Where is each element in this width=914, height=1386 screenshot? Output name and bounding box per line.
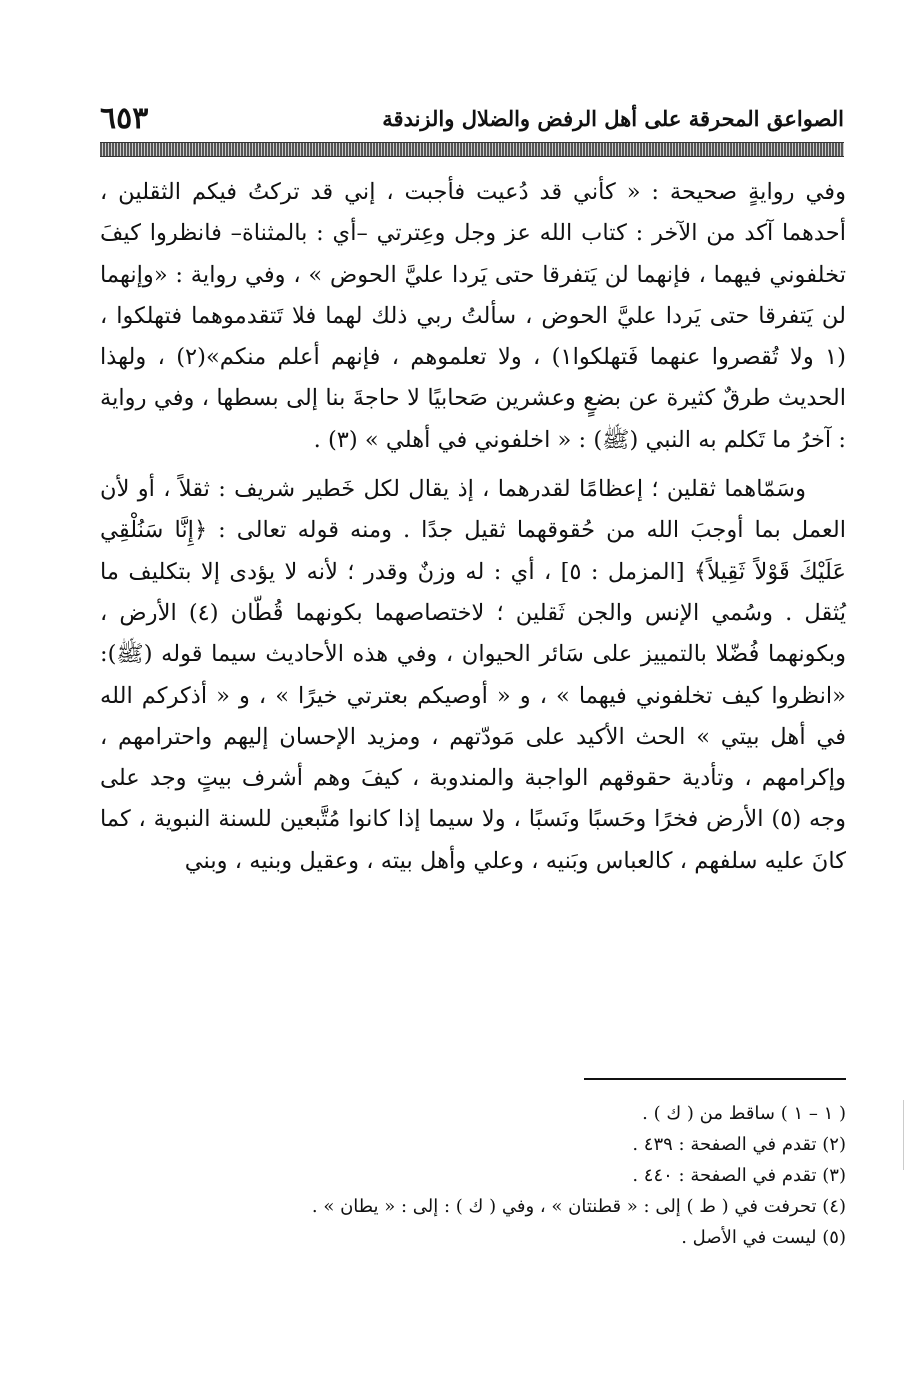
paragraph: وسَمّاهما ثقلين ؛ إعظامًا لقدرهما ، إذ يقال لكل خَطير شريف : ثقلاً ، أو لأن العمل بما أوجبَ الله من حُقوقهما ثقيل جدًا . ومنه قوله تعالى : ﴿إِنَّا سَنُلْقِي عَلَيْكَ قَوْلاً ثَقِيلاً﴾ [المزمل : ٥] ، أي : له وزنٌ وقدر ؛ لأنه لا يؤدى إلا بتكليف ما يُثقل . وسُمي الإنس والجن ثَقلين ؛ لاختصاصهما بكونهما قُطّان (٤) الأرض ، وبكونهما فُضّلا بالتمييز على سَائر الحيوان ، وفي هذه الأحاديث سيما قوله (ﷺ): «انظروا كيف تخلفوني فيهما » ، و « أوصيكم بعترتي خيرًا » ، و « أذكركم الله في أهل بيتي » الحث الأكيد على مَودّتهم ، ومزيد الإحسان إليهم واحترامهم ، وإكرامهم ، وتأدية حقوقهم الواجبة والمندوبة ، كيفَ وهم أشرف بيتٍ وجد على وجه (٥) الأرض فخرًا وحَسبًا ونَسبًا ، ولا سيما إذا كانوا مُتَّبعين للسنة النبوية ، كما كانَ عليه سلفهم ، كالعباس وبَنيه ، وعلي وأهل بيته ، وعقيل وبنيه ، وبني (100, 476, 846, 874)
page-number: ٦٥٣ (100, 100, 149, 136)
scan-margin-mark (903, 1100, 904, 1170)
running-title: الصواعق المحرقة على أهل الرفض والضلال والزندقة (382, 105, 844, 131)
footnote: (٢) تقدم في الصفحة : ٤٣٩ . (632, 1134, 846, 1155)
footnotes (100, 1098, 846, 1253)
paragraph: وفي روايةٍ صحيحة : « كأني قد دُعيت فأجبت ، إني قد تركتُ فيكم الثقلين ، أحدهما آكد من الآخر : كتاب الله عز وجل وعِترتي –أي : بالمثناة– فانظروا كيفَ تخلفوني فيهما ، فإنهما لن يَتفرقا حتى يَردا عليَّ الحوض » ، وفي رواية : «وإنهما لن يَتفرقا حتى يَردا عليَّ الحوض ، سألتُ ربي ذلك لهما فلا تَتقدموهما فتهلكوا ، (١ ولا تُقصروا عنهما فَتهلكوا١) ، ولا تعلموهم ، فإنهم أعلم منكم»(٢) ، ولهذا الحديث طرقٌ كثيرة عن بضعٍ وعشرين صَحابيًا لا حاجةَ بنا إلى بسطها ، وفي رواية : آخرُ ما تَكلم به النبي (ﷺ) : « اخلفوني في أهلي » (٣) . (100, 179, 846, 453)
header-rule (100, 142, 844, 157)
main-text (100, 172, 846, 882)
footnote: (٤) تحرفت في ( ط ) إلى : « قطنتان » ، وفي ( ك ) : إلى : « يطان » . (311, 1196, 846, 1217)
footnote: (٥) ليست في الأصل . (681, 1227, 846, 1248)
page-header (100, 98, 844, 138)
footnote: (٣) تقدم في الصفحة : ٤٤٠ . (632, 1165, 846, 1186)
footnote-separator (584, 1078, 846, 1080)
footnote: ( ١ – ١ ) ساقط من ( ك ) . (642, 1103, 846, 1124)
